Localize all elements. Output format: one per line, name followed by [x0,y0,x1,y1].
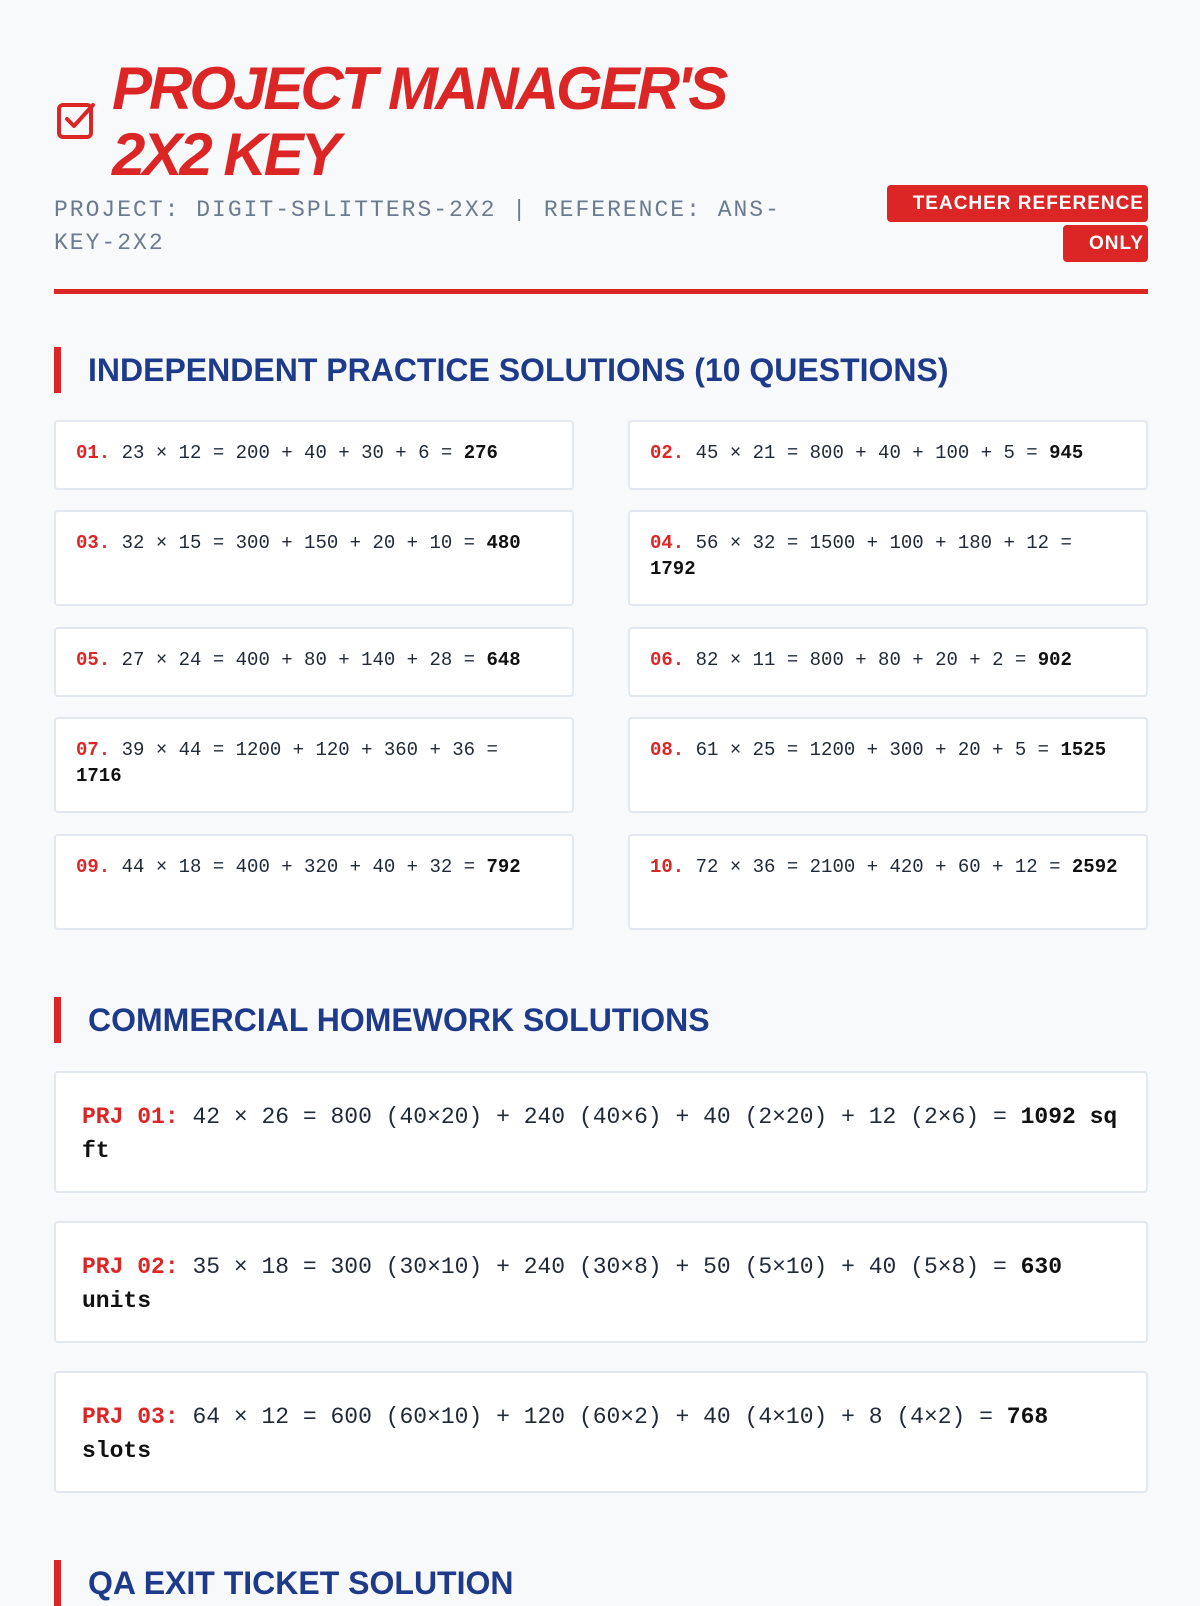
teacher-reference-badge-label: TEACHER REFERENCE ONLY [887,185,1148,262]
question-answer: 945 [1049,442,1084,464]
practice-item-07 [54,717,574,813]
question-number: 07. [76,739,111,761]
homework-item-prj-01 [54,1071,1148,1193]
project-expression: 42 × 26 = 800 (40×20) + 240 (40×6) + 40 (2×20) + 12 (2×6) = [192,1104,1007,1130]
project-answer: 1092 sq ft [82,1104,1118,1164]
project-expression: 64 × 12 = 600 (60×10) + 120 (60×2) + 40 (4×10) + 8 (4×2) = [192,1404,993,1430]
question-number: 10. [650,856,685,878]
homework-item-prj-03 [54,1371,1148,1493]
homework-section-heading: COMMERCIAL HOMEWORK SOLUTIONS [54,997,1148,1043]
question-expression: 23 × 12 = 200 + 40 + 30 + 6 = [121,442,453,464]
question-number: 08. [650,739,685,761]
practice-item-04 [628,510,1148,606]
question-expression: 61 × 25 = 1200 + 300 + 20 + 5 = [695,739,1050,761]
question-answer: 1792 [650,558,696,580]
project-number: PRJ 01: [82,1104,179,1130]
question-expression: 56 × 32 = 1500 + 100 + 180 + 12 = [695,532,1072,554]
question-answer: 2592 [1071,856,1118,878]
question-expression: 32 × 15 = 300 + 150 + 20 + 10 = [121,532,476,554]
question-answer: 792 [486,856,521,878]
question-number: 03. [76,532,111,554]
question-number: 09. [76,856,111,878]
practice-item-02 [628,420,1148,490]
question-number: 02. [650,442,685,464]
exit-ticket-section-heading: QA EXIT TICKET SOLUTION [54,1560,1148,1606]
question-number: 06. [650,649,685,671]
question-expression: 27 × 24 = 400 + 80 + 140 + 28 = [121,649,476,671]
question-expression: 45 × 21 = 800 + 40 + 100 + 5 = [695,442,1038,464]
project-number: PRJ 03: [82,1404,179,1430]
project-answer: 768 slots [82,1404,1049,1464]
question-answer: 1716 [76,765,122,787]
question-answer: 902 [1037,649,1072,671]
project-number: PRJ 02: [82,1254,179,1280]
project-expression: 35 × 18 = 300 (30×10) + 240 (30×8) + 50 (5×10) + 40 (5×8) = [192,1254,1007,1280]
homework-item-prj-02 [54,1221,1148,1343]
question-answer: 276 [463,442,498,464]
question-number: 05. [76,649,111,671]
practice-item-05 [54,627,574,697]
question-number: 01. [76,442,111,464]
teacher-reference-badge [882,184,1148,264]
practice-item-03 [54,510,574,606]
question-answer: 1525 [1060,739,1107,761]
question-expression: 82 × 11 = 800 + 80 + 20 + 2 = [695,649,1027,671]
project-reference: PROJECT: DIGIT-SPLITTERS-2X2 | REFERENCE: ANS-KEY-2X2 [54,197,781,256]
question-answer: 480 [486,532,521,554]
question-expression: 72 × 36 = 2100 + 420 + 60 + 12 = [695,856,1061,878]
project-answer: 630 units [82,1254,1063,1314]
practice-item-09 [54,834,574,930]
question-expression: 44 × 18 = 400 + 320 + 40 + 32 = [121,856,476,878]
practice-item-10 [628,834,1148,930]
practice-item-08 [628,717,1148,813]
practice-section-heading: INDEPENDENT PRACTICE SOLUTIONS (10 QUESTIONS) [54,347,1148,393]
question-expression: 39 × 44 = 1200 + 120 + 360 + 36 = [121,739,498,761]
practice-item-01 [54,420,574,490]
page-title: PROJECT MANAGER'S 2X2 KEY [112,55,726,188]
practice-item-06 [628,627,1148,697]
question-number: 04. [650,532,685,554]
page-header [54,56,1148,294]
checkbox-check-icon [56,100,96,140]
question-answer: 648 [486,649,521,671]
